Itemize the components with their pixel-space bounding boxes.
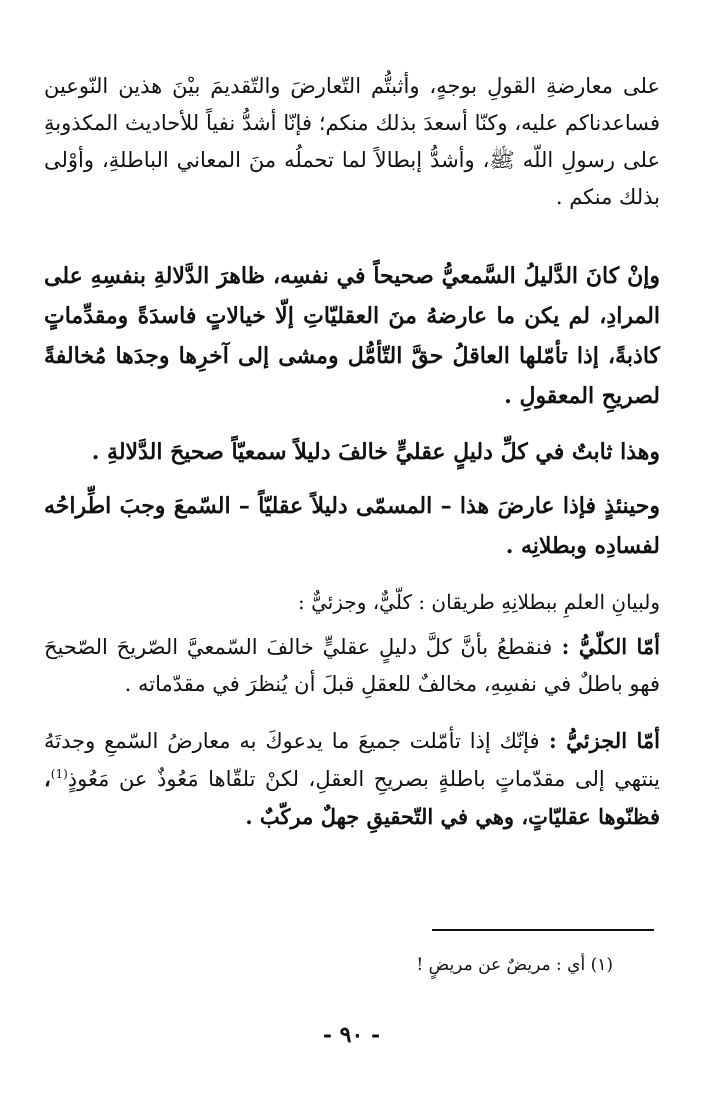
page-body [44, 68, 660, 842]
footnote-divider [432, 929, 654, 931]
paragraph-4: وحينئذٍ فإذا عارضَ هذا – المسمّى دليلاً عقليّاً – السّمعَ وجبَ اطِّراحُه لفسادِه وبطلانِه . [44, 493, 660, 559]
paragraph-2: وإنْ كانَ الدَّليلُ السَّمعيُّ صحيحاً في نفسِه، ظاهرَ الدَّلالةِ بنفسِهِ على المرادِ، لم يكن ما عارضهُ منَ العقليّاتِ إلّا خيالاتٍ فاسدَةً ومقدِّماتٍ كاذبةً، إذا تأمّلها العاقلُ حقَّ التّأمُّل ومشى إلى آخرِها وجدَها مُخالفةً لصريحِ المعقولِ . [44, 263, 661, 409]
paragraph-7-bold-text: ، فظنّوها عقليّاتٍ، وهي في التّحقيقِ جهلٌ مركّبٌ . [44, 766, 660, 829]
paragraph-3: وهذا ثابتٌ في كلِّ دليلٍ عقليٍّ خالفَ دليلاً سمعيّاً صحيحَ الدَّلالةِ . [91, 439, 660, 465]
page-number: - ٩٠ - [322, 1022, 381, 1048]
paragraph-7-text: فإنّك إذا تأمّلت جميعَ ما يدعوكَ به معارضُ السّمعِ وجدتَهُ ينتهي إلى مقدّماتٍ باطلةٍ بصريحِ العقلِ، لكنْ تلقّاها مَعُوذٌ عن مَعُوذٍ [44, 729, 660, 791]
paragraph-5: ولبيانِ العلمِ ببطلانِهِ طريقان : كلّيٌّ، وجزئيٌّ : [297, 590, 660, 614]
paragraph-6-text: فنقطعُ بأنَّ كلَّ دليلٍ عقليٍّ خالفَ السّمعيَّ الصّريحَ الصّحيحَ فهو باطلٌ في نفسِهِ، مخالفٌ للعقلِ قبلَ أن يُنظرَ في مقدّماته . [44, 635, 660, 696]
footnote: (١) أي : مريضٌ عن مريضٍ ! [416, 955, 613, 975]
paragraph-6-lead: أمّا الكلّيُّ : [552, 634, 661, 659]
paragraph-6 [44, 628, 660, 712]
paragraph-7 [44, 722, 660, 842]
paragraph-1: على معارضةِ القولِ بوجهٍ، وأثبتُّم التّعارضَ والتّقديمَ بيْنَ هذين النّوعين فساعدناكم عليه، وكنّا أسعدَ بذلك منكم؛ فإنّا أشدُّ نفياً للأحاديث المكذوبةِ على رسولِ اللّه ﷺ، وأشدُّ إبطالاً لما تحملُه منَ المعاني الباطلةِ، وأوْلى بذلك منكم . [44, 74, 660, 209]
footnote-marker: (1) [50, 767, 68, 781]
paragraph-7-lead: أمّا الجزئيُّ : [539, 728, 660, 753]
